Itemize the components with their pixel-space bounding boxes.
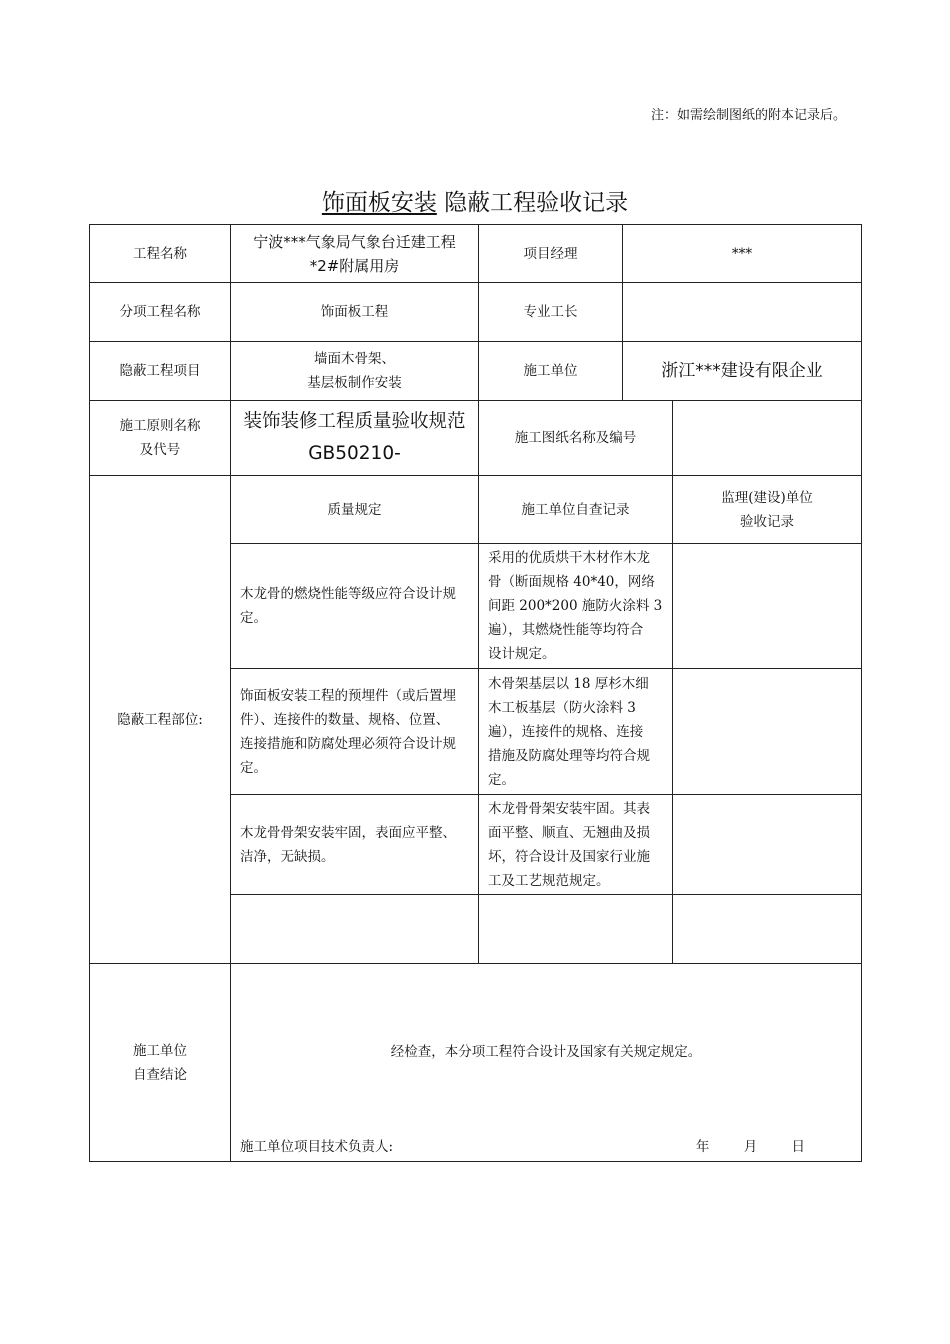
col-supervision-header — [673, 476, 862, 544]
unit-label: 施工单位 — [479, 342, 623, 401]
standard-value — [231, 401, 479, 476]
standard-label — [90, 401, 231, 476]
self-check-cell — [479, 669, 673, 795]
self-check-line: 木骨架基层以 18 厚杉木细 — [488, 675, 649, 692]
row-sub-project — [90, 283, 862, 342]
day-label: 日 — [791, 1139, 805, 1155]
row-inspection-header — [90, 476, 862, 544]
foreman-label: 专业工长 — [479, 283, 623, 342]
supervision-cell — [673, 544, 862, 669]
quality-cell — [231, 544, 479, 669]
self-check-line: 措施及防腐处理等均符合规 — [488, 747, 650, 764]
quality-cell — [231, 669, 479, 795]
row-project-name — [90, 225, 862, 283]
manager-value: *** — [623, 225, 862, 283]
quality-line: 件）、连接件的数量、规格、位置、 — [240, 711, 450, 728]
year-label: 年 — [695, 1139, 710, 1155]
quality-line: 木龙骨骨架安装牢固，表面应平整、 — [240, 824, 456, 841]
project-name-line-2: *2#附属用房 — [309, 256, 400, 275]
hidden-item-value — [231, 342, 479, 401]
conclusion-text: 经检查，本分项工程符合设计及国家有关规定规定。 — [390, 1044, 702, 1060]
project-name-value — [231, 225, 479, 283]
row-standard — [90, 401, 862, 476]
project-name-line-1: 宁波***气象局气象台迁建工程 — [253, 232, 456, 251]
standard-label-line-1: 施工原则名称 — [119, 418, 201, 434]
hidden-item-label: 隐蔽工程项目 — [90, 342, 231, 401]
self-check-cell — [479, 895, 673, 964]
quality-line: 定。 — [240, 610, 267, 626]
quality-cell — [231, 795, 479, 895]
self-check-line: 木工板基层（防火涂料 3 — [488, 699, 636, 716]
self-check-line: 采用的优质烘干木材作木龙 — [488, 550, 650, 566]
conclusion-label — [90, 964, 231, 1162]
self-check-line: 坏，符合设计及国家行业施 — [488, 848, 650, 865]
self-check-line: 定。 — [488, 771, 515, 788]
self-check-line: 工及工艺规范规定。 — [488, 872, 610, 889]
self-check-cell — [479, 544, 673, 669]
supervision-cell — [673, 895, 862, 964]
self-check-line: 骨（断面规格 40*40，网络 — [488, 574, 655, 590]
sub-project-label: 分项工程名称 — [90, 283, 231, 342]
title-part1: 饰面板安装 — [321, 190, 437, 216]
quality-line: 木龙骨的燃烧性能等级应符合设计规 — [240, 586, 456, 602]
supervision-header-line-1: 监理(建设)单位 — [721, 489, 813, 506]
conclusion-label-line-2: 自查结论 — [133, 1066, 187, 1083]
project-name-label: 工程名称 — [90, 225, 231, 283]
quality-line: 洁净，无缺损。 — [240, 848, 335, 865]
quality-line: 定。 — [240, 759, 267, 776]
supervision-cell — [673, 669, 862, 795]
hidden-item-line-1: 墙面木骨架、 — [314, 351, 395, 367]
quality-line: 饰面板安装工程的预埋件（或后置埋 — [240, 687, 456, 704]
self-check-cell — [479, 795, 673, 895]
quality-line: 连接措施和防腐处理必须符合设计规 — [240, 735, 456, 752]
signature-row — [231, 1135, 861, 1159]
self-check-line: 间距 200*200 施防火涂料 3 — [488, 598, 663, 614]
quality-cell — [231, 895, 479, 964]
title-part2: 隐蔽工程验收记录 — [444, 190, 629, 216]
self-check-line: 设计规定。 — [488, 646, 556, 662]
hidden-item-line-2: 基层板制作安装 — [307, 375, 402, 391]
col-quality-header: 质量规定 — [231, 476, 479, 544]
manager-label: 项目经理 — [479, 225, 623, 283]
row-conclusion — [90, 964, 862, 1162]
signer-label: 施工单位项目技术负责人: — [240, 1139, 394, 1155]
foreman-value — [623, 283, 862, 342]
self-check-line: 木龙骨骨架安装牢固。其表 — [488, 800, 650, 817]
self-check-line: 遍），连接件的规格、连接 — [488, 723, 644, 740]
standard-label-line-2: 及代号 — [139, 442, 181, 458]
page-title — [0, 184, 950, 217]
standard-value-line-2: GB50210- — [308, 443, 401, 464]
inspection-form — [89, 224, 862, 1162]
unit-value: 浙江***建设有限企业 — [623, 342, 862, 401]
section-label: 隐蔽工程部位: — [90, 476, 231, 964]
row-hidden-item — [90, 342, 862, 401]
supervision-header-line-2: 验收记录 — [740, 513, 794, 530]
self-check-line: 面平整、顺直、无翘曲及损 — [488, 824, 650, 841]
conclusion-label-line-1: 施工单位 — [133, 1042, 187, 1059]
drawing-value — [673, 401, 862, 476]
supervision-cell — [673, 795, 862, 895]
col-self-check-header: 施工单位自查记录 — [479, 476, 673, 544]
note: 注：如需绘制图纸的附本记录后。 — [650, 108, 846, 123]
conclusion-body — [231, 964, 862, 1162]
sub-project-value: 饰面板工程 — [231, 283, 479, 342]
drawing-label: 施工图纸名称及编号 — [479, 401, 673, 476]
self-check-line: 遍），其燃烧性能等均符合 — [488, 622, 644, 638]
standard-value-line-1: 装饰装修工程质量验收规范 — [243, 411, 466, 432]
date-fields — [666, 1135, 805, 1159]
month-label: 月 — [743, 1139, 758, 1155]
